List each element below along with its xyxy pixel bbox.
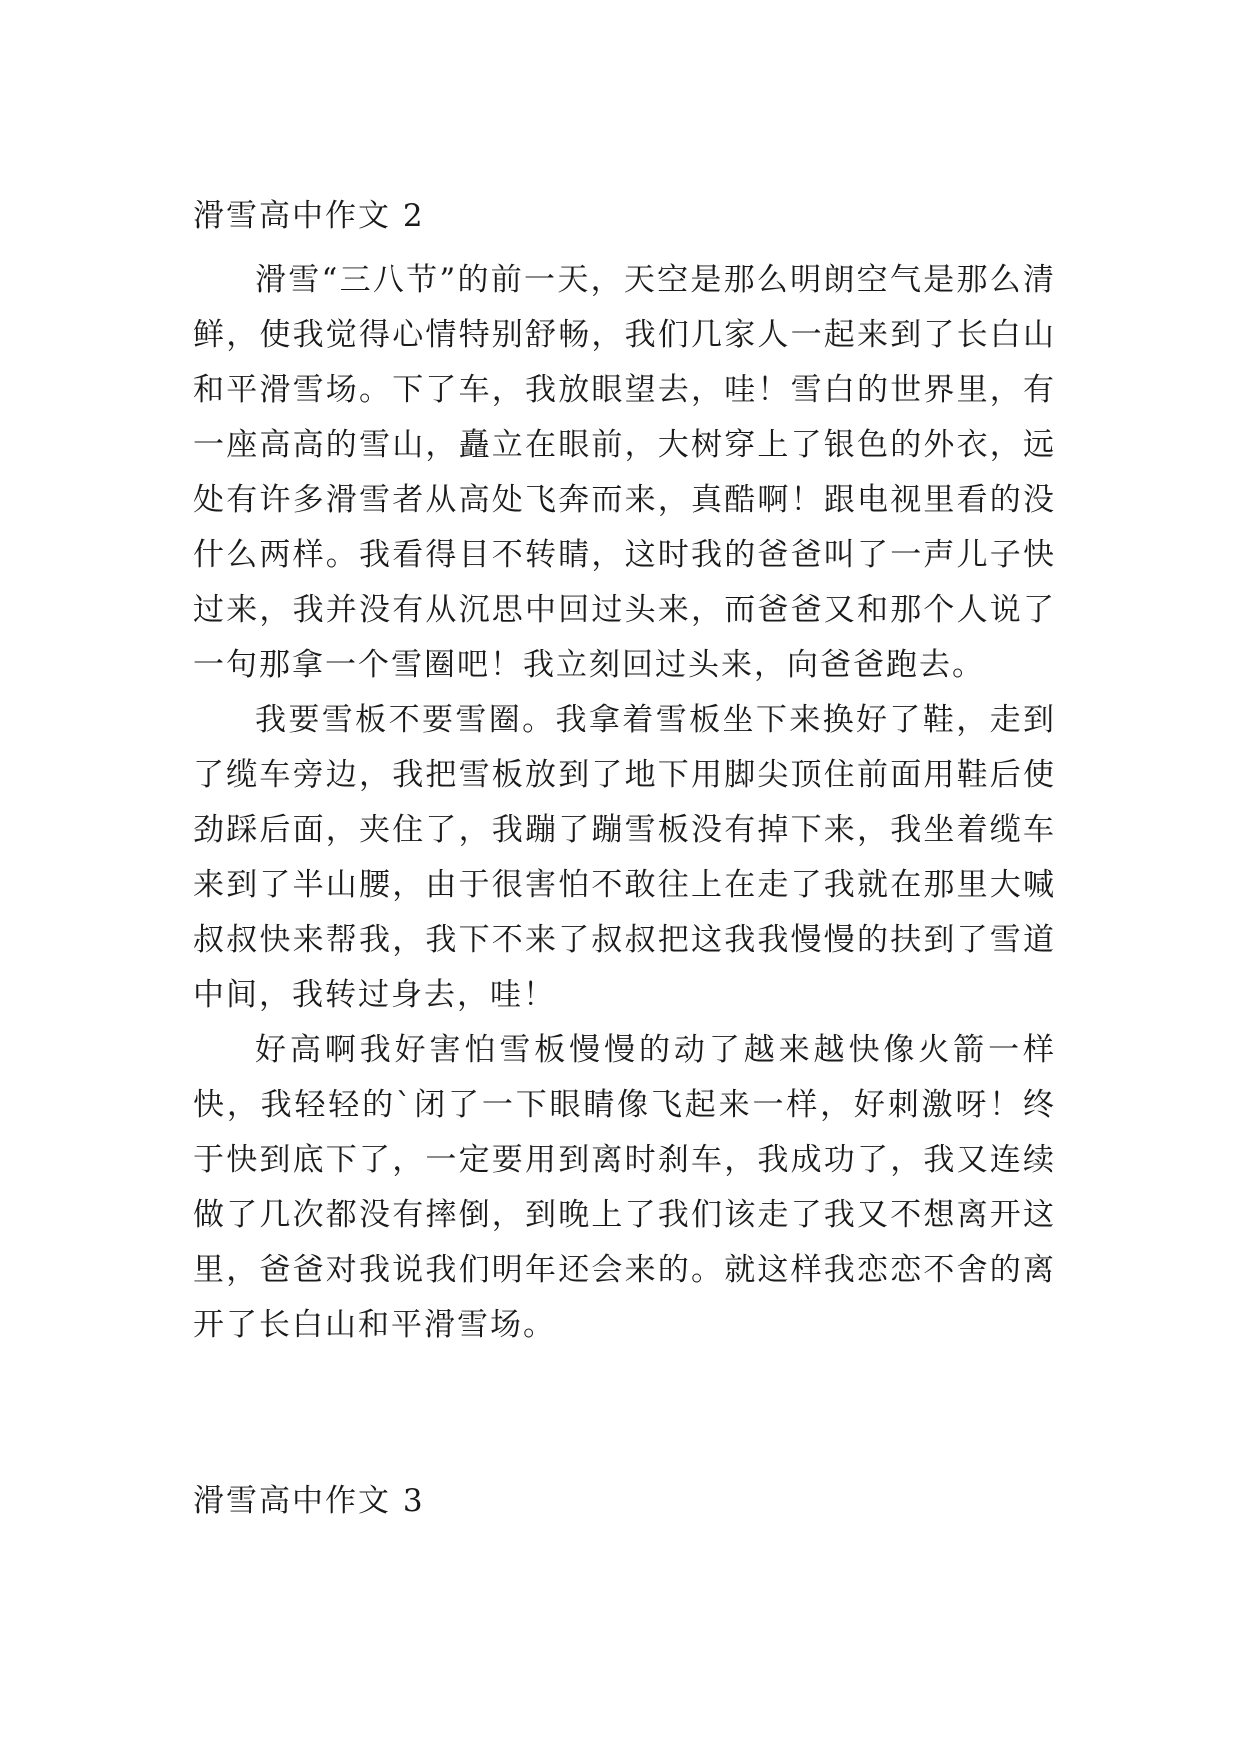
section-2-title: 滑雪高中作文 2	[193, 198, 425, 234]
paragraph-2: 我要雪板不要雪圈。我拿着雪板坐下来换好了鞋，走到了缆车旁边，我把雪板放到了地下用脚尖顶住前面用鞋后使劲踩后面，夹住了，我蹦了蹦雪板没有掉下来，我坐着缆车来到了半山腰，由于很害怕不敢往上在走了我就在那里大喊叔叔快来帮我，我下不来了叔叔把这我我慢慢的扶到了雪道中间，我转过身去，哇！	[193, 702, 1056, 1013]
paragraph-1: 滑雪“三八节”的前一天，天空是那么明朗空气是那么清鲜，使我觉得心情特别舒畅，我们几家人一起来到了长白山和平滑雪场。下了车，我放眼望去，哇！雪白的世界里，有一座高高的雪山，矗立在眼前，大树穿上了银色的外衣，远处有许多滑雪者从高处飞奔而来，真酷啊！跟电视里看的没什么两样。我看得目不转睛，这时我的爸爸叫了一声儿子快过来，我并没有从沉思中回过头来，而爸爸又和那个人说了一句那拿一个雪圈吧！我立刻回过头来，向爸爸跑去。	[193, 262, 1056, 683]
section-3-title: 滑雪高中作文 3	[193, 1483, 425, 1519]
essay-body	[193, 253, 1056, 1353]
paragraph-3: 好高啊我好害怕雪板慢慢的动了越来越快像火箭一样快，我轻轻的`闭了一下眼睛像飞起来一样，好刺激呀！终于快到底下了，一定要用到离时刹车，我成功了，我又连续做了几次都没有摔倒，到晚上了我们该走了我又不想离开这里，爸爸对我说我们明年还会来的。就这样我恋恋不舍的离开了长白山和平滑雪场。	[193, 1032, 1056, 1343]
